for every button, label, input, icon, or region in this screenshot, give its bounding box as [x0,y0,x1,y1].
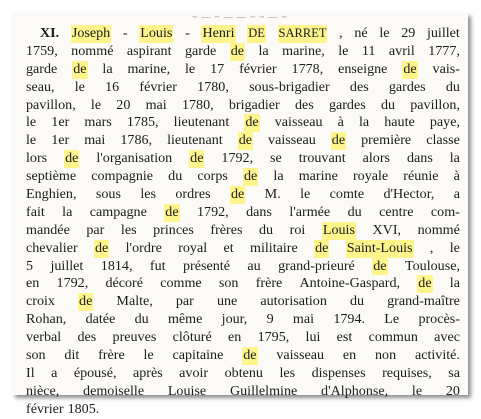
word: mai [84,132,106,149]
word: septième [26,168,77,185]
word: - [122,25,128,41]
word: comte [329,186,365,203]
word: a [453,186,460,203]
highlighted-word: de [230,186,245,203]
word: frères [210,221,243,238]
word: dispenses [311,364,366,381]
word: à [453,168,460,185]
word: Antoine-Gaspard, [299,275,401,292]
word: et [223,239,234,256]
word: les [279,364,296,381]
word: campagne [89,203,147,220]
word: février [239,60,277,77]
word: 11 [361,42,376,59]
word: le [379,25,390,41]
word: du [445,78,460,95]
word: la [102,60,113,77]
highlighted-word: de [73,60,87,77]
text-line [26,347,460,365]
word: des [349,78,369,95]
word: Le [384,311,400,328]
highlighted-word: Louis [322,221,355,238]
word: 20 [116,96,131,113]
word: avril [388,42,415,59]
highlighted-word: de [243,347,257,364]
word: épousé, [73,364,117,381]
word: 5 [26,257,34,274]
word: avoir [179,364,209,381]
highlighted-word: de [244,168,258,185]
word: 1er [51,132,70,149]
word: Enghien, [26,186,77,203]
word: l'ordre [125,239,162,256]
word: royale [352,168,389,185]
word: les [140,186,156,203]
word: garde [184,42,217,59]
highlighted-word: Saint-Louis [346,239,413,256]
highlighted-word: de [331,132,346,149]
word: preuves [112,329,157,346]
word: après [132,364,163,381]
highlighted-word: Louis [140,25,173,41]
word: procès- [418,311,460,328]
word: à [337,114,344,131]
word: par [175,293,194,310]
highlighted-word: de [190,150,204,167]
word: le [90,96,102,113]
word: une [216,293,238,310]
word: nommé [417,221,460,238]
word: corps [197,168,228,185]
word: clôturé [172,329,212,346]
highlighted-word: DE [247,25,266,43]
word: a [51,364,58,381]
word: lors [26,150,48,167]
word: 20 [445,382,460,399]
word: alors [362,150,391,167]
word: XI. [40,25,60,41]
word: non [375,347,397,364]
word: son [218,275,239,292]
word: en [228,329,242,346]
word: aspirant [126,42,172,59]
word: jour, [221,311,248,328]
word: nommé [71,42,114,59]
word: le [338,42,349,59]
highlighted-word: Joseph [71,25,111,41]
word: M. [264,186,281,203]
text-line [26,61,460,79]
word: décoré [105,275,143,292]
text-line [26,132,460,150]
word: sa [448,364,460,381]
highlighted-word: SARRET [278,25,328,43]
text-line [26,383,460,401]
word: 1792, [196,203,229,220]
text-line [26,114,460,132]
highlighted-word: de [245,114,259,131]
highlighted-word: de [79,293,93,310]
highlighted-word: de [373,257,387,274]
word: roi [289,221,306,238]
word: 1814, [100,257,133,274]
word: 1792, [221,150,254,167]
word: Il [26,364,35,381]
word: des [294,96,314,113]
word: la [273,168,284,185]
word: verbal [26,329,62,346]
word: activité. [414,347,460,364]
word: réunie [403,168,439,185]
word: l'armée [289,203,331,220]
word: se [270,150,282,167]
word: du [347,203,362,220]
word: 9 [266,311,274,328]
word: du [349,293,365,310]
word: février [139,78,177,95]
word: du [380,96,396,113]
word: mai [292,311,315,328]
word: né [354,25,368,41]
word: en [26,275,40,292]
word: le [26,132,37,149]
word: en [342,347,357,364]
word: la [62,203,73,220]
text-line [26,329,460,347]
word: trouvant [298,150,346,167]
word: requises, [382,364,432,381]
word: d'Hector, [383,186,435,203]
word: mandée [26,221,70,238]
text-line [26,79,460,97]
word: com- [430,203,460,220]
word: frère [255,275,283,292]
word: les [120,221,137,238]
word: le [300,186,311,203]
word: l'organisation [96,150,173,167]
word: du [259,221,274,238]
word: 17 [210,60,225,77]
text-line [26,43,460,61]
word: juillet [50,257,84,274]
word: paye, [429,114,460,131]
word: la [258,42,269,59]
word: , [339,25,343,41]
word: le [143,347,154,364]
word: vaisseau [274,114,323,131]
word: 1786, [120,132,153,149]
word: 1795, [257,329,290,346]
word: 1777, [428,42,460,59]
highlighted-word: de [403,60,417,77]
word: des [77,329,97,346]
word: frère [98,347,125,364]
word: pavillon, [410,96,460,113]
highlighted-word: de [230,42,245,59]
word: grand-prieuré [278,257,355,274]
word: seau, [26,78,55,95]
word: centre [379,203,414,220]
word: fut [149,257,166,274]
word: comme [160,275,202,292]
word: Malte, [116,293,153,310]
word: par [86,221,105,238]
word: 1778, [291,60,324,77]
word: la [358,114,370,131]
text-line [26,240,460,258]
word: du [134,311,149,328]
word: , [429,239,434,256]
word: datée [85,311,116,328]
word: croix [26,293,55,310]
word: militaire [250,239,298,256]
word: mars [84,114,112,131]
word: vais- [432,60,460,77]
text-line [26,168,460,186]
text-line [26,222,460,240]
word: 1805. [67,400,100,417]
text-line [26,97,460,115]
word: le [74,78,85,95]
highlighted-word: de [165,203,179,220]
word: sous [95,186,121,203]
word: XVI, [372,221,402,238]
word: dans [406,150,433,167]
word: d'Alphonse, [321,382,389,399]
word: lieutenant [173,114,230,131]
word: première [361,132,412,149]
cropped-header-line: ~ — ~ — — ~ ~ — ~ [192,12,288,22]
text-line [26,275,460,293]
word: ordres [175,186,211,203]
word: brigadier [228,96,280,113]
text-line [26,293,460,311]
text-line [26,258,460,276]
word: 1792, [56,275,89,292]
word: enseigne [338,60,388,77]
word: dit [64,347,80,364]
highlighted-word: de [94,239,109,256]
word: princes [153,221,194,238]
word: la [449,150,460,167]
highlighted-word: de [238,132,252,149]
word: marine [298,168,338,185]
word: vaisseau [276,347,325,364]
word: demoiselle [83,382,145,399]
word: commun [368,329,418,346]
word: capitaine [172,347,224,364]
text-line [26,365,460,383]
word: gardes [328,96,366,113]
word: le [185,60,196,77]
word: marine, [127,60,171,77]
word: sous-brigadier [249,78,330,95]
word: autorisation [260,293,327,310]
word: vaisseau [268,132,316,149]
highlighted-word: Henri [202,25,235,41]
word: au [247,257,261,274]
word: 16 [105,78,120,95]
highlighted-word: de [418,275,432,292]
word: lieutenant [167,132,223,149]
highlighted-word: de [315,239,329,256]
text-line [26,150,460,168]
word: Toulouse, [404,257,460,274]
word: même [167,311,203,328]
word: haute [384,114,415,131]
word: Rohan, [26,311,67,328]
word: marine, [282,42,325,59]
word: gardes [388,78,426,95]
word: grand-maître [387,293,460,310]
word: chevalier [26,239,78,256]
word: classe [426,132,460,149]
word: 1780, [181,96,214,113]
text-line [26,25,460,43]
word: dans [246,203,272,220]
text-line [26,311,460,329]
word: fait [26,203,45,220]
word: compagnie [91,168,154,185]
word: avec [434,329,460,346]
word: 1785, [126,114,159,131]
word: Louise [167,382,207,399]
word: garde [26,60,58,77]
word: présenté [183,257,230,274]
word: est [336,329,353,346]
word: mai [145,96,167,113]
word: 1780, [197,78,229,95]
word: obtenu [224,364,263,381]
text-line [26,204,460,222]
word: - [185,25,190,41]
word: 1759, [26,42,58,59]
word: 29 [401,25,416,41]
word: février [26,400,64,417]
word: pavillon, [26,96,76,113]
word: le [449,239,460,256]
word: son [26,347,46,364]
scanned-page [12,12,468,417]
genealogy-paragraph [26,25,460,419]
word: 1794. [333,311,366,328]
text-line [26,401,460,419]
word: royal [178,239,208,256]
word: la [449,275,460,292]
word: du [168,168,183,185]
word: 1er [51,114,70,131]
word: Guillelmine [229,382,298,399]
word: nièce, [26,382,60,399]
highlighted-word: de [65,150,79,167]
word: le [26,114,37,131]
text-line [26,186,460,204]
word: juillet [426,25,460,41]
word: lui [305,329,321,346]
word: le [411,382,423,399]
